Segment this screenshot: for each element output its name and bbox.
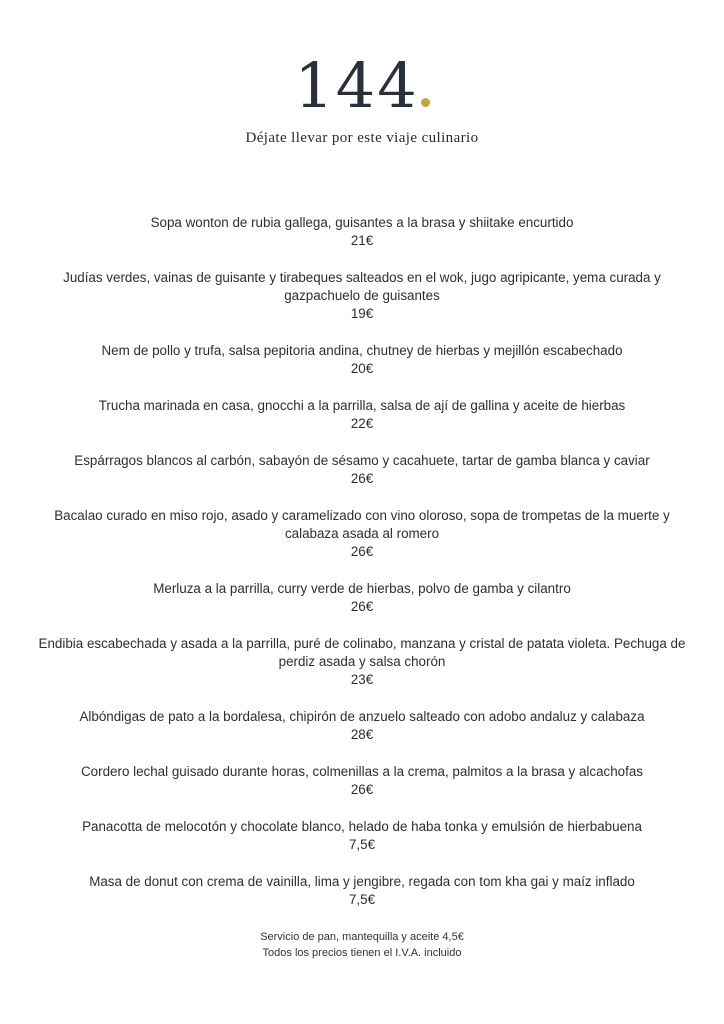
restaurant-logo [0,50,724,122]
menu-item [30,452,694,488]
dish-name: Masa de donut con crema de vainilla, lima y jengibre, regada con tom kha gai y maíz inflado [89,874,635,889]
dish-price: 7,5€ [348,837,376,852]
dish-price: 19€ [350,306,374,321]
dish-name: Judías verdes, vainas de guisante y tirabeques salteados en el wok, jugo agripicante, yema curada y gazpachuelo de guisantes [63,270,661,303]
dish-name: Bacalao curado en miso rojo, asado y caramelizado con vino oloroso, sopa de trompetas de la muerte y calabaza asada al romero [54,508,670,541]
menu-item [30,708,694,744]
menu-item [30,507,694,561]
dish-name: Panacotta de melocotón y chocolate blanco, helado de haba tonka y emulsión de hierbabuena [82,819,642,834]
dish-name: Merluza a la parrilla, curry verde de hierbas, polvo de gamba y cilantro [153,581,571,596]
menu-item [30,580,694,616]
dish-price: 28€ [350,727,374,742]
menu-footer [0,929,724,961]
dish-name: Trucha marinada en casa, gnocchi a la parrilla, salsa de ají de gallina y aceite de hierbas [98,398,626,413]
menu-item [30,269,694,323]
menu-item [30,635,694,689]
dish-price: 26€ [350,471,374,486]
dish-price: 23€ [350,672,374,687]
menu-item [30,342,694,378]
dish-price: 21€ [350,233,374,248]
menu-item [30,873,694,909]
logo-number: 144 [294,49,419,122]
dish-name: Nem de pollo y trufa, salsa pepitoria andina, chutney de hierbas y mejillón escabechado [101,343,623,358]
menu-item [30,397,694,433]
dish-price: 26€ [350,782,374,797]
menu-list [30,214,694,928]
dish-name: Endibia escabechada y asada a la parrilla, puré de colinabo, manzana y cristal de patata violeta. Pechuga de perdiz asada y salsa chorón [38,636,686,669]
dish-price: 20€ [350,361,374,376]
dish-name: Espárragos blancos al carbón, sabayón de sésamo y cacahuete, tartar de gamba blanca y caviar [74,453,650,468]
dish-price: 26€ [350,544,374,559]
logo-gold-dot [421,98,430,107]
tagline: Déjate llevar por este viaje culinario [245,130,479,146]
menu-item [30,818,694,854]
dish-name: Sopa wonton de rubia gallega, guisantes a la brasa y shiitake encurtido [150,215,574,230]
menu-item [30,214,694,250]
dish-price: 26€ [350,599,374,614]
menu-item [30,763,694,799]
vat-note: Todos los precios tienen el I.V.A. incluido [262,947,462,959]
dish-price: 22€ [350,416,374,431]
dish-price: 7,5€ [348,892,376,907]
dish-name: Albóndigas de pato a la bordalesa, chipirón de anzuelo salteado con adobo andaluz y calabaza [79,709,645,724]
bread-service-note: Servicio de pan, mantequilla y aceite 4,5€ [260,931,464,943]
dish-name: Cordero lechal guisado durante horas, colmenillas a la crema, palmitos a la brasa y alcachofas [81,764,643,779]
